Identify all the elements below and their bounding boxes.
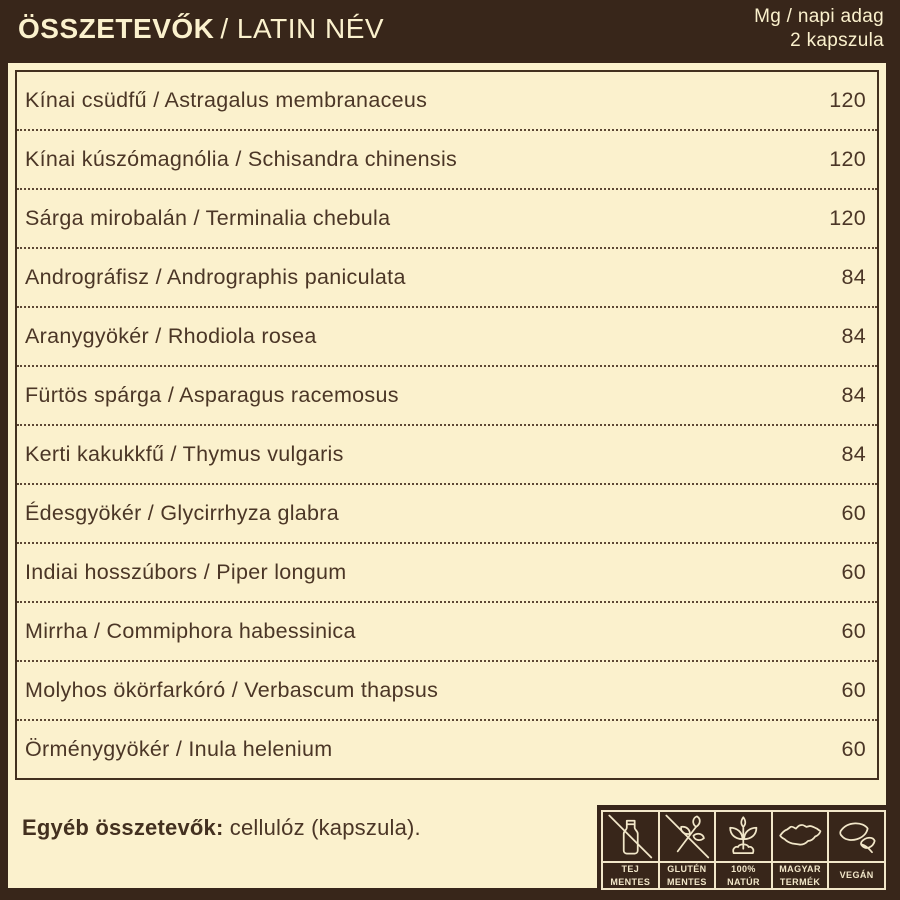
title-ingredients: ÖSSZETEVŐK xyxy=(18,12,215,44)
badge-label xyxy=(773,863,828,888)
ingredient-name: Kerti kakukkfű / Thymus vulgaris xyxy=(25,442,344,466)
table-row xyxy=(17,485,877,544)
badges-grid xyxy=(601,810,886,890)
ingredient-mg: 84 xyxy=(841,383,866,407)
ingredient-mg: 60 xyxy=(841,737,866,761)
badge-label-line1: TEJ xyxy=(621,864,640,875)
ingredient-name: Örménygyökér / Inula helenium xyxy=(25,737,333,761)
label-sheet xyxy=(8,63,886,888)
ingredient-mg: 120 xyxy=(829,147,866,171)
header-bar xyxy=(0,0,900,63)
ingredient-name: Mirrha / Commiphora habessinica xyxy=(25,619,356,643)
vegan-icon xyxy=(829,812,884,863)
ingredient-mg: 60 xyxy=(841,619,866,643)
ingredient-name: Sárga mirobalán / Terminalia chebula xyxy=(25,206,391,230)
dosage-units xyxy=(754,5,884,51)
ingredient-mg: 84 xyxy=(841,265,866,289)
ingredient-name: Molyhos ökörfarkóró / Verbascum thapsus xyxy=(25,678,439,702)
badge-natural xyxy=(716,812,773,888)
badge-vegan xyxy=(829,812,884,888)
ingredient-name: Fürtös spárga / Asparagus racemosus xyxy=(25,383,399,407)
table-row xyxy=(17,426,877,485)
ingredient-mg: 84 xyxy=(841,442,866,466)
badge-label-line1: GLUTÉN xyxy=(667,864,707,875)
badge-label xyxy=(829,863,884,888)
badge-label-line1: MAGYAR xyxy=(779,864,821,875)
ingredient-name: Édesgyökér / Glycirrhyza glabra xyxy=(25,501,340,525)
badges-panel xyxy=(597,805,900,900)
table-row xyxy=(17,721,877,778)
badge-milk-free xyxy=(603,812,660,888)
badge-label xyxy=(660,863,715,888)
gluten-free-icon xyxy=(660,812,715,863)
table-row xyxy=(17,190,877,249)
ingredient-name: Andrográfisz / Andrographis paniculata xyxy=(25,265,406,289)
ingredient-mg: 120 xyxy=(829,206,866,230)
table-row xyxy=(17,662,877,721)
dosage-unit-line: Mg / napi adag xyxy=(754,6,884,28)
table-row xyxy=(17,308,877,367)
ingredient-name: Aranygyökér / Rhodiola rosea xyxy=(25,324,317,348)
title-latin-name: / LATIN NÉV xyxy=(220,12,385,44)
page-title xyxy=(18,13,384,45)
ingredient-name: Indiai hosszúbors / Piper longum xyxy=(25,560,347,584)
badge-label xyxy=(603,863,658,888)
ingredient-mg: 120 xyxy=(829,88,866,112)
ingredient-name: Kínai kúszómagnólia / Schisandra chinensis xyxy=(25,147,458,171)
ingredient-mg: 60 xyxy=(841,560,866,584)
ingredient-mg: 84 xyxy=(841,324,866,348)
table-row xyxy=(17,249,877,308)
table-row xyxy=(17,603,877,662)
badge-label-line2: MENTES xyxy=(610,876,651,887)
dosage-capsules-line: 2 kapszula xyxy=(790,29,884,51)
hungary-icon xyxy=(773,812,828,863)
other-ingredients-note xyxy=(22,815,421,841)
other-ingredients-label: Egyéb összetevők: xyxy=(22,815,224,840)
badge-label xyxy=(716,863,771,888)
badge-hungarian-product xyxy=(773,812,830,888)
ingredient-name: Kínai csüdfű / Astragalus membranaceus xyxy=(25,88,428,112)
ingredient-mg: 60 xyxy=(841,678,866,702)
badge-label-line1: VEGÁN xyxy=(839,870,874,881)
table-row xyxy=(17,72,877,131)
badge-label-line2: NATÚR xyxy=(727,876,760,887)
badge-label-line1: 100% xyxy=(731,864,756,875)
table-row xyxy=(17,131,877,190)
natural-icon xyxy=(716,812,771,863)
badge-label-line2: TERMÉK xyxy=(779,876,821,887)
badge-gluten-free xyxy=(660,812,717,888)
table-row xyxy=(17,544,877,603)
badge-label-line2: MENTES xyxy=(666,876,707,887)
table-row xyxy=(17,367,877,426)
ingredient-mg: 60 xyxy=(841,501,866,525)
other-ingredients-value: cellulóz (kapszula). xyxy=(223,815,421,840)
ingredients-table xyxy=(15,70,879,780)
milk-free-icon xyxy=(603,812,658,863)
